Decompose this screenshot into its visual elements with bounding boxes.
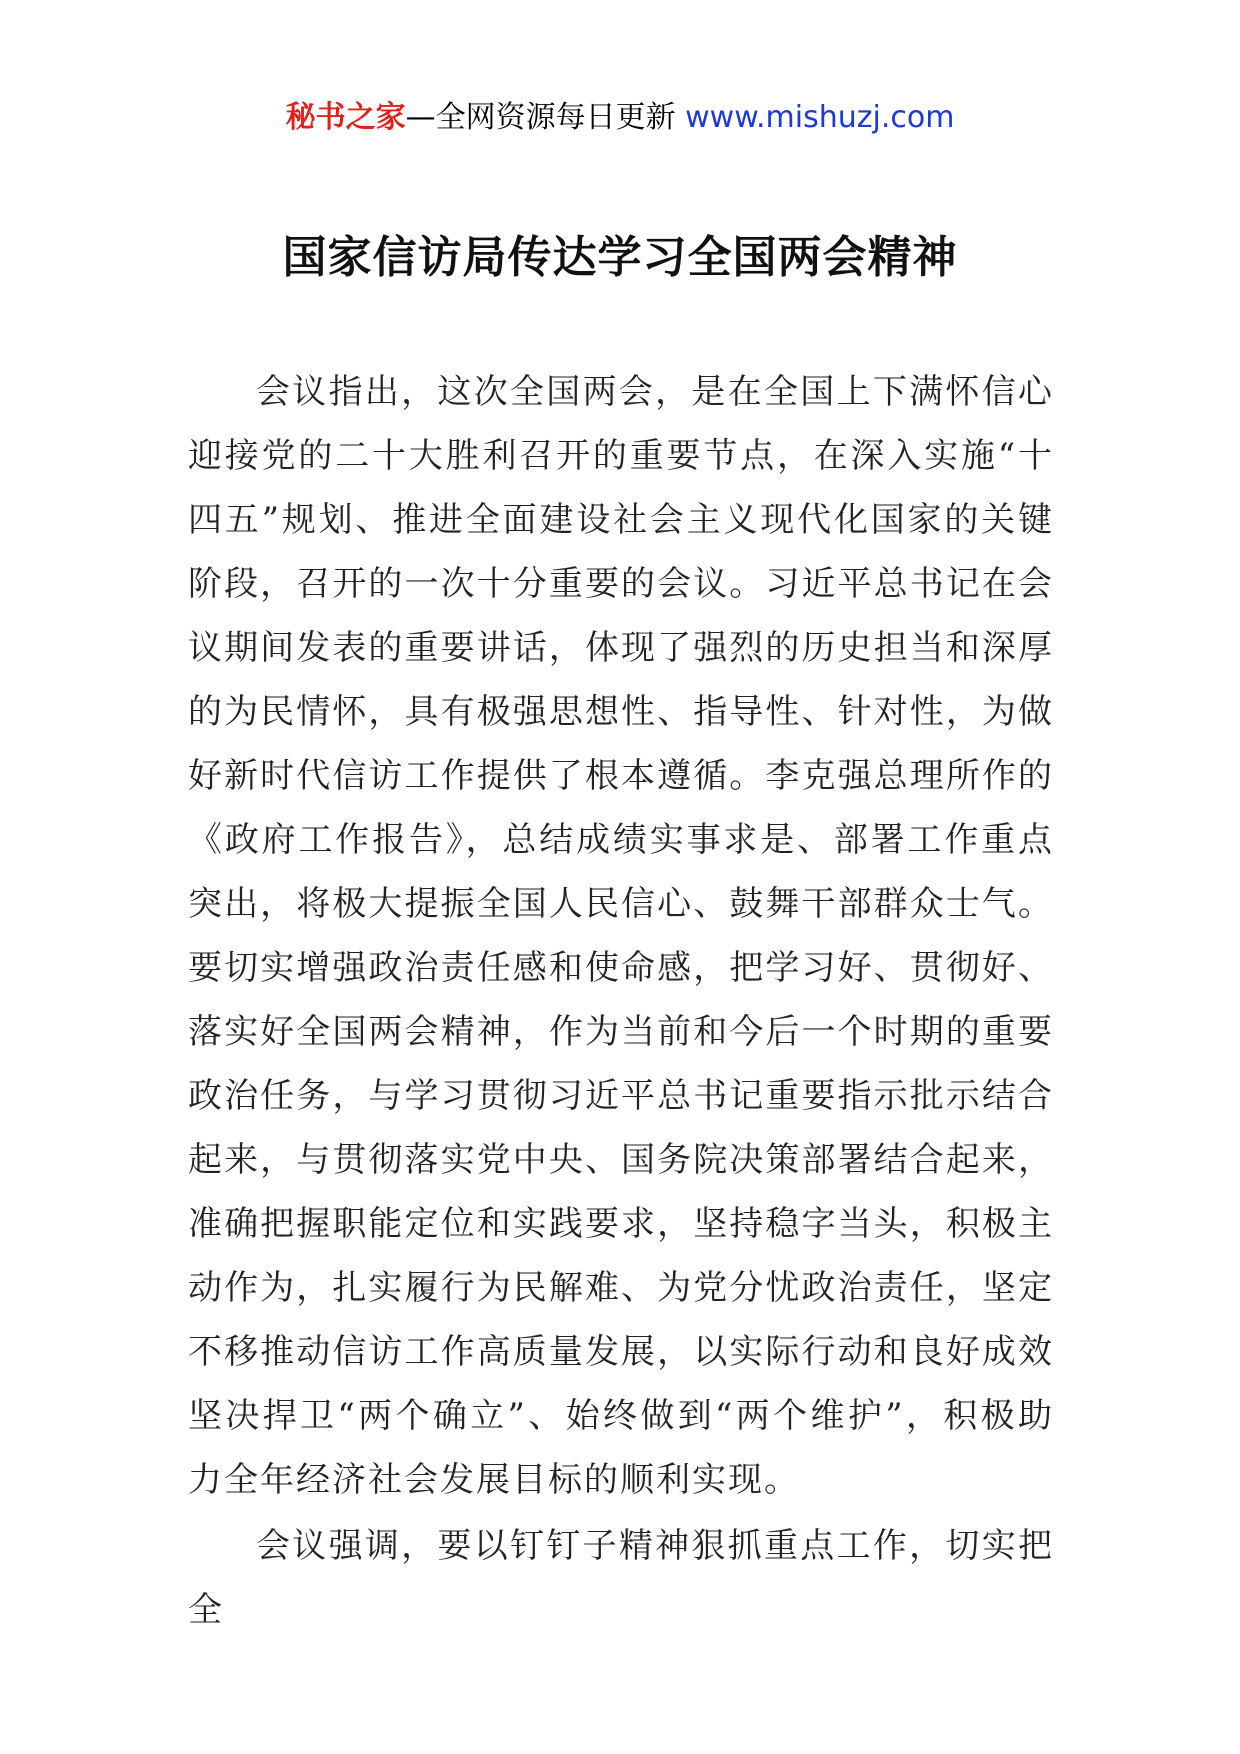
body-paragraph: 会议指出，这次全国两会，是在全国上下满怀信心迎接党的二十大胜利召开的重要节点，在深入实施“十四五”规划、推进全面建设社会主义现代化国家的关键阶段，召开的一次十分重要的会议。习近平总书记在会议期间发表的重要讲话，体现了强烈的历史担当和深厚的为民情怀，具有极强思想性、指导性、针对性，为做好新时代信访工作提供了根本遵循。李克强总理所作的《政府工作报告》，总结成绩实事求是、部署工作重点突出，将极大提振全国人民信心、鼓舞干部群众士气。要切实增强政治责任感和使命感，把学习好、贯彻好、落实好全国两会精神，作为当前和今后一个时期的重要政治任务，与学习贯彻习近平总书记重要指示批示结合起来，与贯彻落实党中央、国务院决策部署结合起来，准确把握职能定位和实践要求，坚持稳字当头，积极主动作为，扎实履行为民解难、为党分忧政治责任，坚定不移推动信访工作高质量发展，以实际行动和良好成效坚决捍卫“两个确立”、始终做到“两个维护”，积极助力全年经济社会发展目标的顺利实现。: [188, 372, 1054, 1500]
document-title: 国家信访局传达学习全国两会精神: [282, 232, 958, 283]
document-body: [188, 360, 1054, 1644]
site-brand: 秘书之家: [285, 100, 406, 135]
site-tagline: 全网资源每日更新: [435, 100, 676, 135]
site-url-link[interactable]: www.mishuzj.com: [685, 100, 955, 135]
body-paragraph: 会议强调，要以钉钉子精神狠抓重点工作，切实把全: [188, 1526, 1054, 1630]
header-dash: —: [405, 100, 436, 135]
site-header: [0, 98, 1240, 138]
